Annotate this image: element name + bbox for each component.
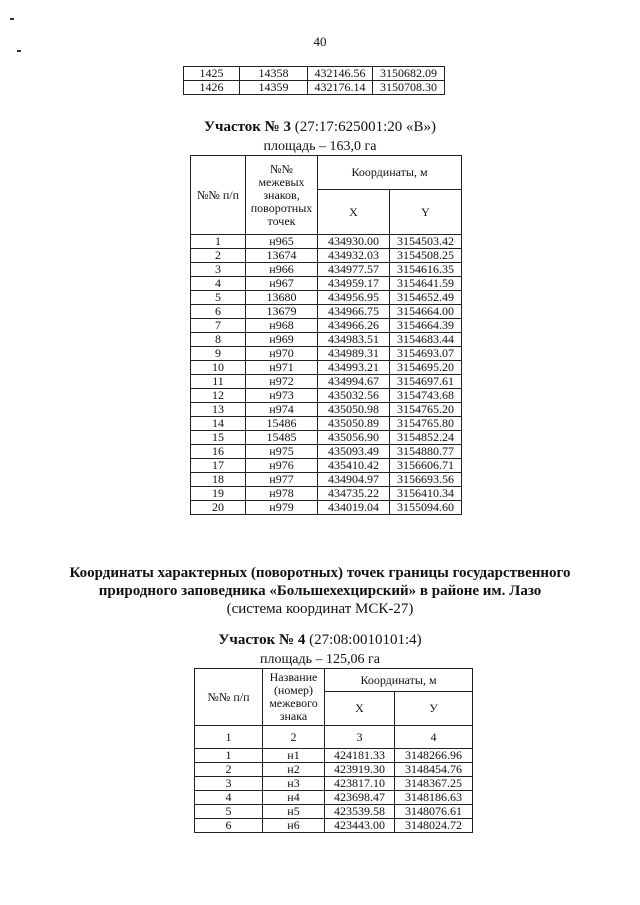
cell-y: 3154664.39 [390,319,462,333]
cell-x: 432176.14 [308,81,373,95]
cell-y: 3154695.20 [390,361,462,375]
cell-y: 3154693.07 [390,347,462,361]
cell-y: 3154765.80 [390,417,462,431]
table-row [191,291,462,305]
table-row [191,445,462,459]
cell-sign: н978 [246,487,318,501]
cell-y: 3154664.00 [390,305,462,319]
cell-y: 3154880.77 [390,445,462,459]
continuation-table-body [184,67,445,95]
cell-y: 3148367.25 [395,777,473,791]
cell-y: 3154683.44 [390,333,462,347]
col-header-coords: Координаты, м [318,156,462,190]
cell-sign: н970 [246,347,318,361]
cell-number: 1425 [184,67,240,81]
cell-x: 434994.67 [318,375,390,389]
main-heading-line1 [0,565,640,582]
cell-x: 434735.22 [318,487,390,501]
cell-x: 434993.21 [318,361,390,375]
table-row [191,403,462,417]
cell-x: 432146.56 [308,67,373,81]
cell-y: 3154743.68 [390,389,462,403]
section4-title [0,632,640,649]
main-heading-line2 [0,583,640,600]
cell-x: 434956.95 [318,291,390,305]
cell-x: 435032.56 [318,389,390,403]
cell-number: 5 [195,805,263,819]
page-number: 40 [313,34,327,49]
table-row [191,487,462,501]
cell-x: 434966.75 [318,305,390,319]
cell-y: 3148266.96 [395,749,473,763]
cell-x: 423817.10 [325,777,395,791]
cell-y: 3156693.56 [390,473,462,487]
cell-x: 435410.42 [318,459,390,473]
cell-x: 434932.03 [318,249,390,263]
cell-sign: н971 [246,361,318,375]
cell-sign: н972 [246,375,318,389]
cell-number: 5 [191,291,246,305]
col-header-name: Название (номер) межевого знака [263,669,325,726]
cell-y: 3156606.71 [390,459,462,473]
cell-number: 1 [191,235,246,249]
cell-sign: 15485 [246,431,318,445]
cell-number: 12 [191,389,246,403]
table-row [191,249,462,263]
cell-sign: н2 [263,763,325,777]
table-row [191,389,462,403]
table-row [191,305,462,319]
col-header-number: №№ п/п [191,156,246,235]
cell-sign: н3 [263,777,325,791]
cell-x: 435056.90 [318,431,390,445]
section3-title-bold: Участок № 3 [203,119,291,135]
cell-x: 423443.00 [325,819,395,833]
table-row [195,777,473,791]
cell-number: 4 [191,277,246,291]
cell-sign: н966 [246,263,318,277]
cell-y: 3154652.49 [390,291,462,305]
col-number: 1 [195,726,263,749]
cell-number: 4 [195,791,263,805]
cell-number: 17 [191,459,246,473]
cell-y: 3148076.61 [395,805,473,819]
cell-number: 15 [191,431,246,445]
cell-x: 423539.58 [325,805,395,819]
cell-x: 435050.98 [318,403,390,417]
cell-y: 3154508.25 [390,249,462,263]
cell-number: 20 [191,501,246,515]
main-heading-line3: (система координат МСК-27) [226,601,414,617]
cell-sign: н973 [246,389,318,403]
cell-number: 1426 [184,81,240,95]
cell-number: 6 [195,819,263,833]
scan-mark [17,50,21,52]
table-row [191,277,462,291]
cell-number: 7 [191,319,246,333]
cell-number: 14 [191,417,246,431]
cell-x: 435093.49 [318,445,390,459]
cell-y: 3154852.24 [390,431,462,445]
cell-x: 434966.26 [318,319,390,333]
main-heading-line1-text: Координаты характерных (поворотных) точек границы государственного [69,565,571,581]
cell-sign: 13680 [246,291,318,305]
section4-table-body [195,749,473,833]
cell-number: 16 [191,445,246,459]
col-header-y: У [395,692,473,726]
cell-y: 3150682.09 [373,67,445,81]
table-row [191,417,462,431]
cell-x: 434959.17 [318,277,390,291]
cell-x: 434989.31 [318,347,390,361]
col-number: 3 [325,726,395,749]
cell-sign: 14358 [240,67,308,81]
section3-table [190,155,462,515]
cell-sign: н967 [246,277,318,291]
table-row [184,81,445,95]
cell-number: 8 [191,333,246,347]
cell-x: 434930.00 [318,235,390,249]
section4-table [194,668,473,833]
cell-x: 435050.89 [318,417,390,431]
cell-sign: н6 [263,819,325,833]
section4-title-bold: Участок № 4 [218,632,306,648]
col-header-x: X [325,692,395,726]
cell-number: 2 [195,763,263,777]
col-header-coords: Координаты, м [325,669,473,692]
cell-number: 3 [191,263,246,277]
cell-sign: 13679 [246,305,318,319]
cell-sign: 15486 [246,417,318,431]
cell-y: 3156410.34 [390,487,462,501]
cell-y: 3154697.61 [390,375,462,389]
table-row [191,235,462,249]
table-row [191,347,462,361]
cell-y: 3148024.72 [395,819,473,833]
cell-sign: н976 [246,459,318,473]
col-header-sign: №№ межевых знаков, поворотных точек [246,156,318,235]
cell-number: 18 [191,473,246,487]
cell-number: 9 [191,347,246,361]
col-header-x: X [318,190,390,235]
cell-number: 1 [195,749,263,763]
cell-sign: н5 [263,805,325,819]
continuation-table [183,66,445,95]
section3-area: площадь – 163,0 га [263,139,377,154]
section4-area: площадь – 125,06 га [260,652,380,667]
cell-sign: н4 [263,791,325,805]
table-row [191,319,462,333]
cell-x: 423919.30 [325,763,395,777]
main-heading-line2-text: природного заповедника «Большехехцирский» в районе им. Лазо [98,583,542,599]
table-row [195,819,473,833]
cell-sign: н1 [263,749,325,763]
section3-title [0,119,640,136]
col-header-y: Y [390,190,462,235]
cell-number: 10 [191,361,246,375]
table-row [195,805,473,819]
cell-number: 2 [191,249,246,263]
table-row [191,361,462,375]
cell-x: 434019.04 [318,501,390,515]
col-number: 4 [395,726,473,749]
cell-number: 13 [191,403,246,417]
cell-number: 3 [195,777,263,791]
cell-sign: н979 [246,501,318,515]
table-row [191,459,462,473]
table-row [195,749,473,763]
cell-number: 11 [191,375,246,389]
cell-number: 6 [191,305,246,319]
cell-sign: 14359 [240,81,308,95]
cell-y: 3154641.59 [390,277,462,291]
table-row [191,431,462,445]
cell-x: 434904.97 [318,473,390,487]
scan-mark [10,18,14,20]
table-row [184,67,445,81]
cell-y: 3154616.35 [390,263,462,277]
cell-sign: н965 [246,235,318,249]
cell-y: 3155094.60 [390,501,462,515]
cell-sign: н969 [246,333,318,347]
cell-x: 434977.57 [318,263,390,277]
cell-sign: 13674 [246,249,318,263]
section3-table-body [191,235,462,515]
table-row [191,473,462,487]
table-row [191,375,462,389]
table-row [195,791,473,805]
table-row [191,263,462,277]
cell-sign: н968 [246,319,318,333]
col-number: 2 [263,726,325,749]
table-row [195,763,473,777]
cell-number: 19 [191,487,246,501]
cell-sign: н974 [246,403,318,417]
table-row [191,501,462,515]
cell-y: 3150708.30 [373,81,445,95]
cell-x: 424181.33 [325,749,395,763]
table-row [191,333,462,347]
cell-x: 423698.47 [325,791,395,805]
section3-title-rest: (27:17:625001:20 «В») [291,119,436,135]
cell-y: 3148186.63 [395,791,473,805]
cell-y: 3154765.20 [390,403,462,417]
col-header-number: №№ п/п [195,669,263,726]
cell-y: 3154503.42 [390,235,462,249]
cell-sign: н977 [246,473,318,487]
section4-title-rest: (27:08:0010101:4) [305,632,422,648]
cell-sign: н975 [246,445,318,459]
cell-y: 3148454.76 [395,763,473,777]
cell-x: 434983.51 [318,333,390,347]
